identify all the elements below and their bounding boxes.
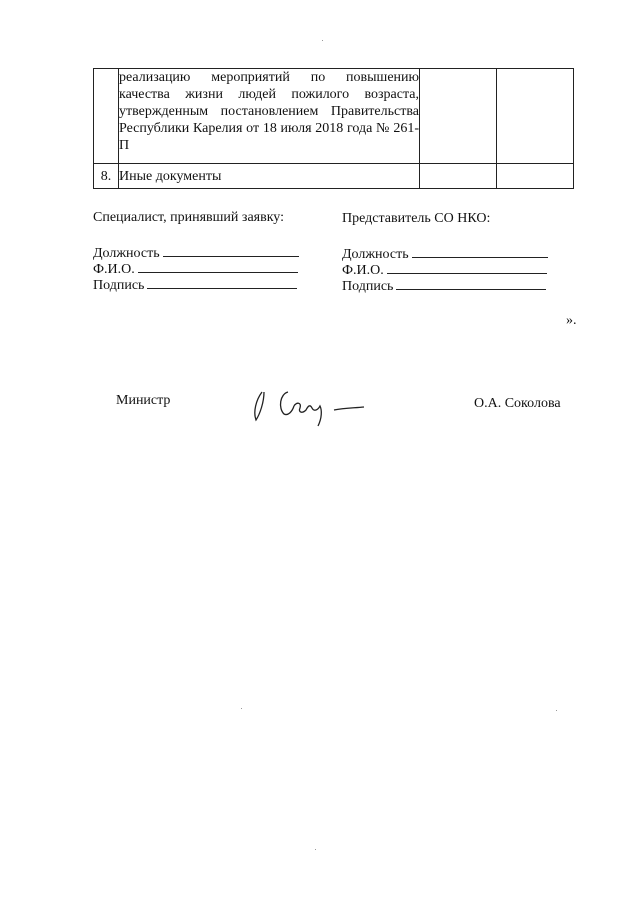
signature-blank <box>147 276 297 289</box>
minister-title: Министр <box>116 393 171 408</box>
empty-cell <box>420 69 497 164</box>
scan-speck <box>241 708 242 709</box>
row-number: 8. <box>94 164 119 189</box>
documents-table <box>93 68 574 189</box>
row-text: реализацию мероприятий по повышению качества жизни людей пожилого возраста, утвержденным постановлением Правительства Республики Карелия от 18 июля 2018 года № 261-П <box>119 69 420 164</box>
name-label: Ф.И.О. <box>93 262 135 277</box>
representative-block <box>342 211 548 293</box>
signature-label: Подпись <box>93 278 145 293</box>
position-blank <box>412 245 548 258</box>
table-row <box>94 164 574 189</box>
position-label: Должность <box>93 246 160 261</box>
specialist-heading: Специалист, принявший заявку: <box>93 210 285 225</box>
table-row <box>94 69 574 164</box>
name-line <box>342 261 548 277</box>
row-number <box>94 69 119 164</box>
scan-speck <box>315 849 316 850</box>
position-blank <box>163 244 299 257</box>
row-text: Иные документы <box>119 164 420 189</box>
empty-cell <box>497 69 574 164</box>
position-line <box>93 244 299 260</box>
signature-line <box>342 277 548 293</box>
name-label: Ф.И.О. <box>342 263 384 278</box>
handwritten-signature <box>248 384 368 428</box>
signature-label: Подпись <box>342 279 394 294</box>
empty-cell <box>497 164 574 189</box>
minister-name: О.А. Соколова <box>474 396 561 411</box>
representative-heading: Представитель СО НКО: <box>342 211 491 226</box>
empty-cell <box>420 164 497 189</box>
scan-speck <box>322 40 323 41</box>
scan-speck <box>556 710 557 711</box>
position-label: Должность <box>342 247 409 262</box>
signature-line <box>93 276 299 292</box>
name-blank <box>387 261 547 274</box>
signature-blank <box>396 277 546 290</box>
closing-quote: ». <box>566 313 577 328</box>
position-line <box>342 245 548 261</box>
name-line <box>93 260 299 276</box>
name-blank <box>138 260 298 273</box>
specialist-block <box>93 210 299 292</box>
